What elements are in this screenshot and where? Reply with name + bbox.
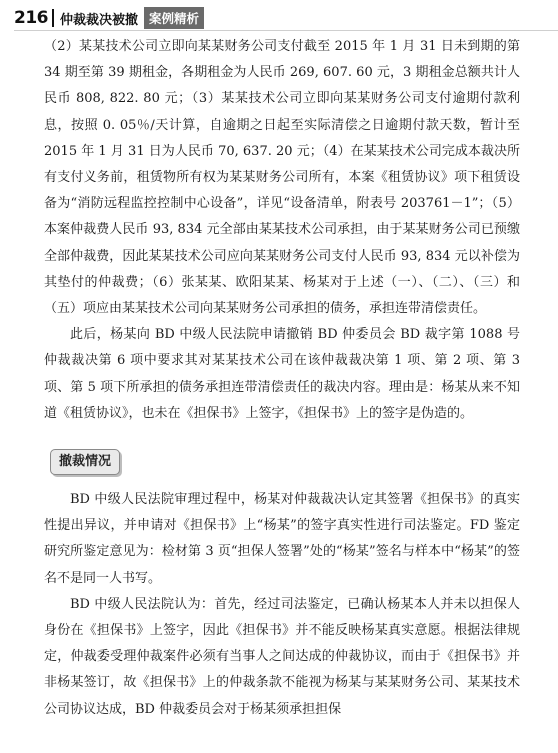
header-separator	[52, 9, 54, 27]
section-heading-row	[44, 427, 520, 487]
page-number: 216	[14, 8, 48, 28]
page-header	[14, 6, 204, 30]
book-title: 仲裁裁决被撤	[60, 12, 139, 28]
body-paragraph: （2）某某技术公司立即向某某财务公司支付截至 2015 年 1 月 31 日未到期的第 34 期至第 39 期租金，各期租金为人民币 269, 607. 60 元，3 期租金总额共计人民币 808, 822. 80 元；（3）某某技术公司立即向某某财务公司支付逾期付款利息，按照 0. 05％/天计算，自逾期之日起至实际清偿之日逾期付款天数，暂计至 2015 年 1 月 31 日为人民币 70, 637. 20 元；（4）在某某技术公司完成本裁决所有支付义务前，租赁物所有权为某某财务公司所有，本案《租赁协议》项下租赁设备为“消防远程监控控制中心设备”，详见“设备清单，附表号 203761－1”；（5）本案仲裁费人民币 93, 834 元全部由某某技术公司承担，由于某某财务公司已预缴全部仲裁费，因此某某技术公司应向某某财务公司支付人民币 93, 834 元以补偿为其垫付的仲裁费；（6）张某某、欧阳某某、杨某对于上述（一）、（二）、（三）和（五）项应由某某技术公司向某某财务公司承担的债务，承担连带清偿责任。	[44, 39, 520, 317]
section-tag: 案例精析	[144, 7, 204, 29]
page-body	[44, 34, 520, 723]
body-paragraph: BD 中级人民法院审理过程中，杨某对仲裁裁决认定其签署《担保书》的真实性提出异议，并申请对《担保书》上“杨某”的签字真实性进行司法鉴定。FD 鉴定研究所鉴定意见为：检材第 3 页“担保人签署”处的“杨某”签名与样本中“杨某”的签名不是同一人书写。	[44, 492, 520, 586]
section-heading-badge: 撤裁情况	[50, 449, 120, 475]
body-paragraph: BD 中级人民法院认为：首先，经过司法鉴定，已确认杨某本人并未以担保人身份在《担保书》上签字，因此《担保书》并不能反映杨某真实意愿。根据法律规定，仲裁委受理仲裁案件必须有当事人之间达成的仲裁协议，而由于《担保书》并非杨某签订，故《担保书》上的仲裁条款不能视为杨某与某某财务公司、某某技术公司协议达成，BD 仲裁委员会对于杨某须承担担保	[44, 596, 520, 717]
header-rule	[14, 30, 558, 31]
body-paragraph: 此后，杨某向 BD 中级人民法院申请撤销 BD 仲委员会 BD 裁字第 1088 号仲裁裁决第 6 项中要求其对某某技术公司在该仲裁裁决第 1 项、第 2 项、第 3 项、第 5 项下所承担的债务承担连带清偿责任的裁决内容。理由是：杨某从来不知道《租赁协议》，也未在《担保书》上签字，《担保书》上的签字是伪造的。	[44, 327, 520, 421]
